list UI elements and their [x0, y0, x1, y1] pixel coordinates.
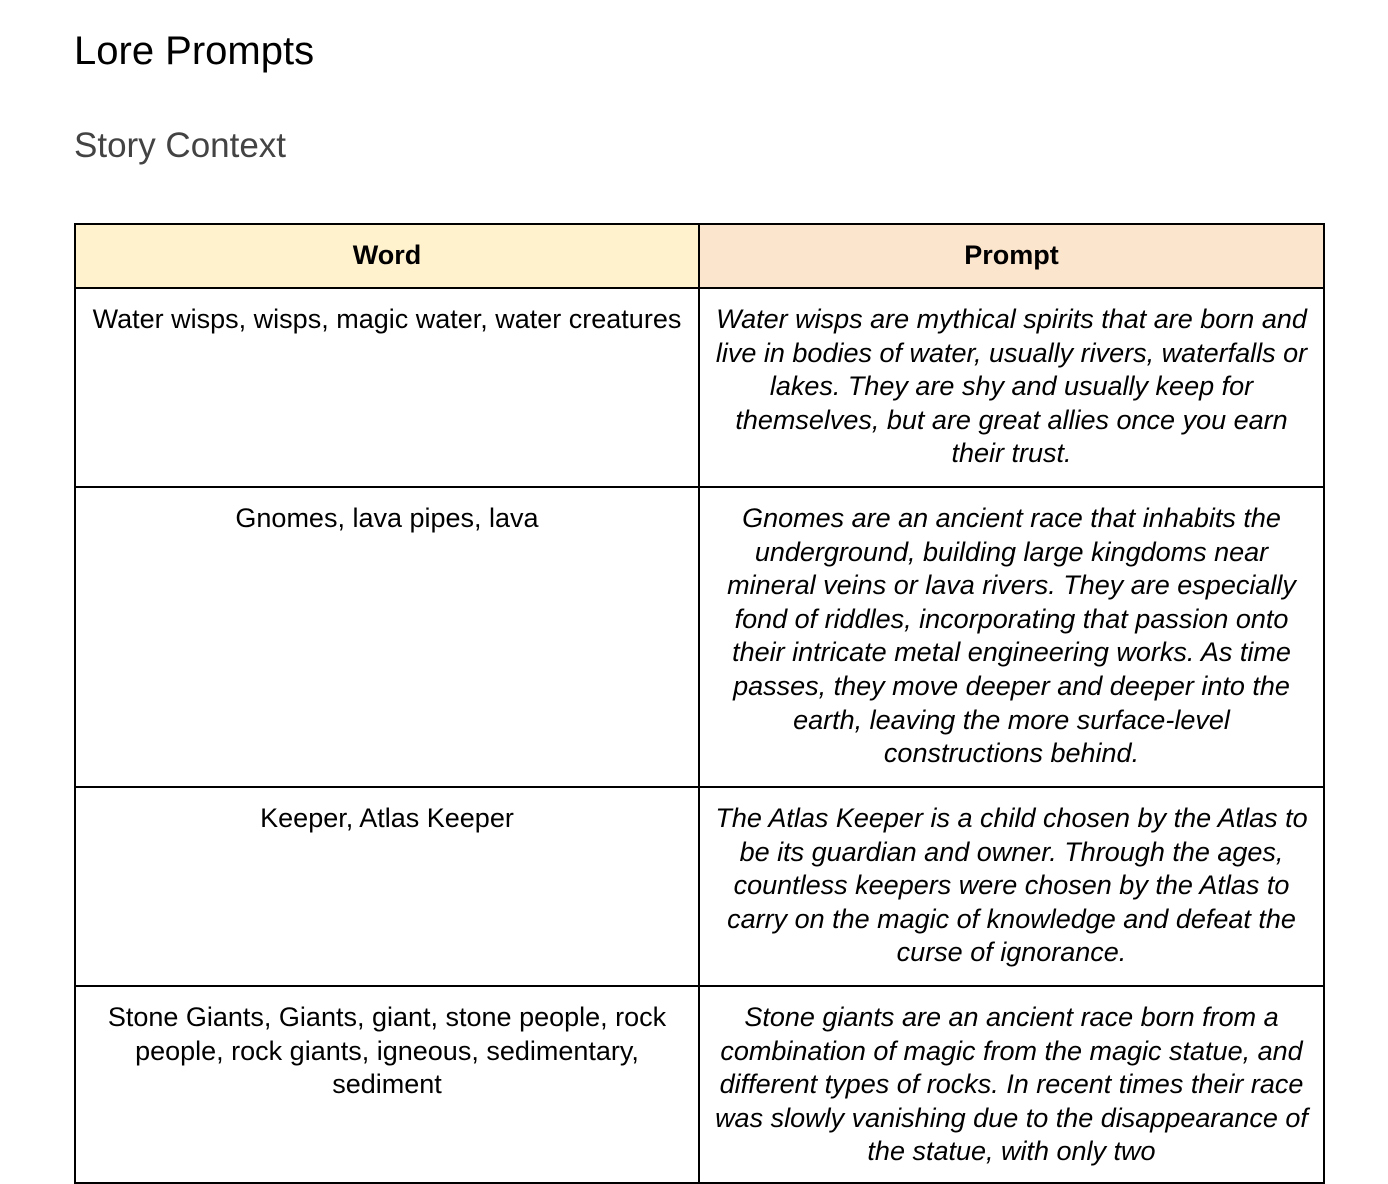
table-row [75, 986, 1324, 1183]
prompt-cell: The Atlas Keeper is a child chosen by the Atlas to be its guardian and owner. Through the ages, countless keepers were chosen by the Atlas to carry on the magic of knowledge and defeat the curse of ignorance. [699, 787, 1324, 986]
word-cell: Gnomes, lava pipes, lava [75, 487, 699, 787]
word-cell: Stone Giants, Giants, giant, stone people, rock people, rock giants, igneous, sedimentary, sediment [75, 986, 699, 1183]
word-cell: Water wisps, wisps, magic water, water creatures [75, 288, 699, 487]
table-row [75, 787, 1324, 986]
prompt-cell: Water wisps are mythical spirits that are born and live in bodies of water, usually rivers, waterfalls or lakes. They are shy and usually keep for themselves, but are great allies once you earn their trust. [699, 288, 1324, 487]
table-row [75, 288, 1324, 487]
prompt-cell: Stone giants are an ancient race born from a combination of magic from the magic statue, and different types of rocks. In recent times their race was slowly vanishing due to the disappearance of the statue, with only two [699, 986, 1324, 1183]
lore-table [74, 223, 1325, 1184]
column-header-prompt: Prompt [699, 224, 1324, 288]
word-cell: Keeper, Atlas Keeper [75, 787, 699, 986]
document-title: Lore Prompts [74, 29, 315, 73]
table-row [75, 487, 1324, 787]
section-heading: Story Context [74, 126, 287, 165]
prompt-cell: Gnomes are an ancient race that inhabits the underground, building large kingdoms near mineral veins or lava rivers. They are especially fond of riddles, incorporating that passion onto their intricate metal engineering works. As time passes, they move deeper and deeper into the earth, leaving the more surface-level constructions behind. [699, 487, 1324, 787]
table-header-row [75, 224, 1324, 288]
column-header-word: Word [75, 224, 699, 288]
